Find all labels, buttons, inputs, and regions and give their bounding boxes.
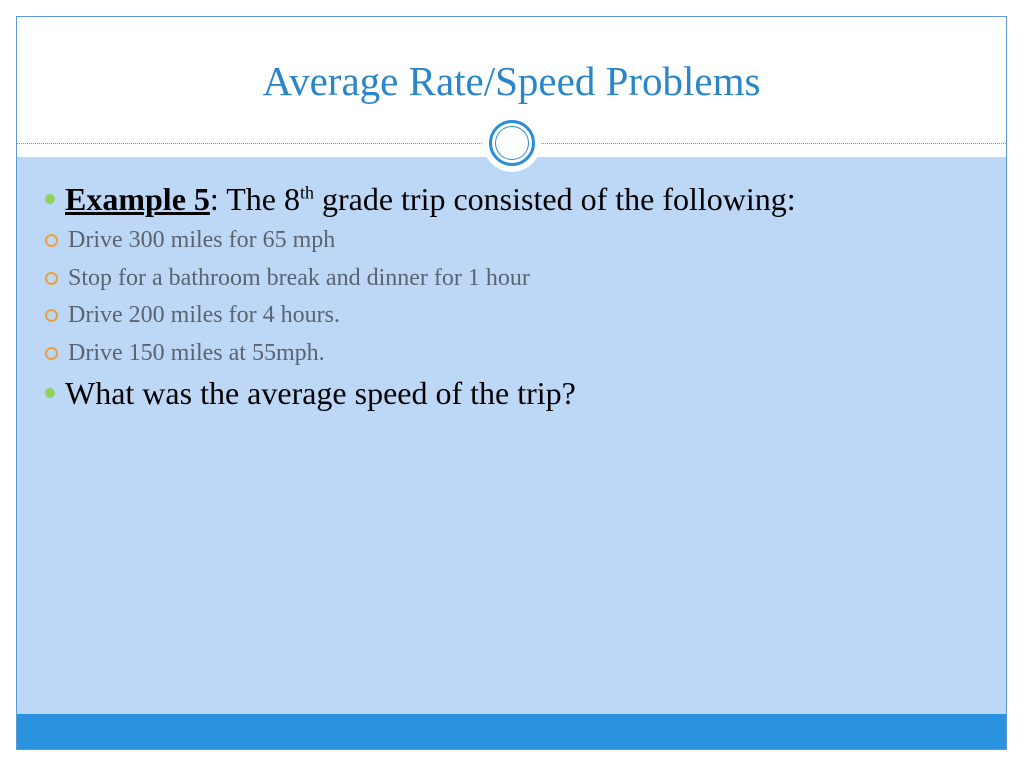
ornament-inner-ring (495, 126, 529, 160)
sub-bullet (45, 260, 985, 298)
sub-bullet-text: Drive 200 miles for 4 hours. (68, 302, 340, 328)
sub-bullet (45, 222, 985, 260)
ring-bullet-icon (45, 234, 58, 247)
slide (16, 16, 1007, 750)
example-text-start: : The 8 (209, 181, 300, 217)
slide-body (45, 180, 985, 416)
example-text-end: grade trip consisted of the following: (313, 181, 796, 217)
example-label: Example 5 (65, 181, 210, 217)
footer-bar (17, 714, 1006, 749)
ornament-outer-ring (489, 120, 535, 166)
sub-bullet-text: Stop for a bathroom break and dinner for 1 hour (68, 264, 530, 291)
ordinal-suffix: th (299, 182, 314, 203)
ring-bullet-icon (45, 347, 58, 360)
ring-bullet-icon (45, 272, 58, 285)
question-text: What was the average speed of the trip? (65, 375, 576, 411)
bullet-example (45, 180, 985, 218)
ornament-icon (483, 114, 541, 172)
sub-bullet (45, 297, 985, 335)
bullet-question (45, 374, 985, 412)
slide-title: Average Rate/Speed Problems (262, 58, 761, 104)
bullet-dot-icon (45, 388, 55, 398)
sub-bullet-text: Drive 150 miles at 55mph. (68, 339, 325, 366)
bullet-dot-icon (45, 194, 55, 204)
sub-bullet (45, 335, 985, 373)
ring-bullet-icon (45, 309, 58, 322)
sub-bullet-text: Drive 300 miles for 65 mph (68, 227, 336, 253)
